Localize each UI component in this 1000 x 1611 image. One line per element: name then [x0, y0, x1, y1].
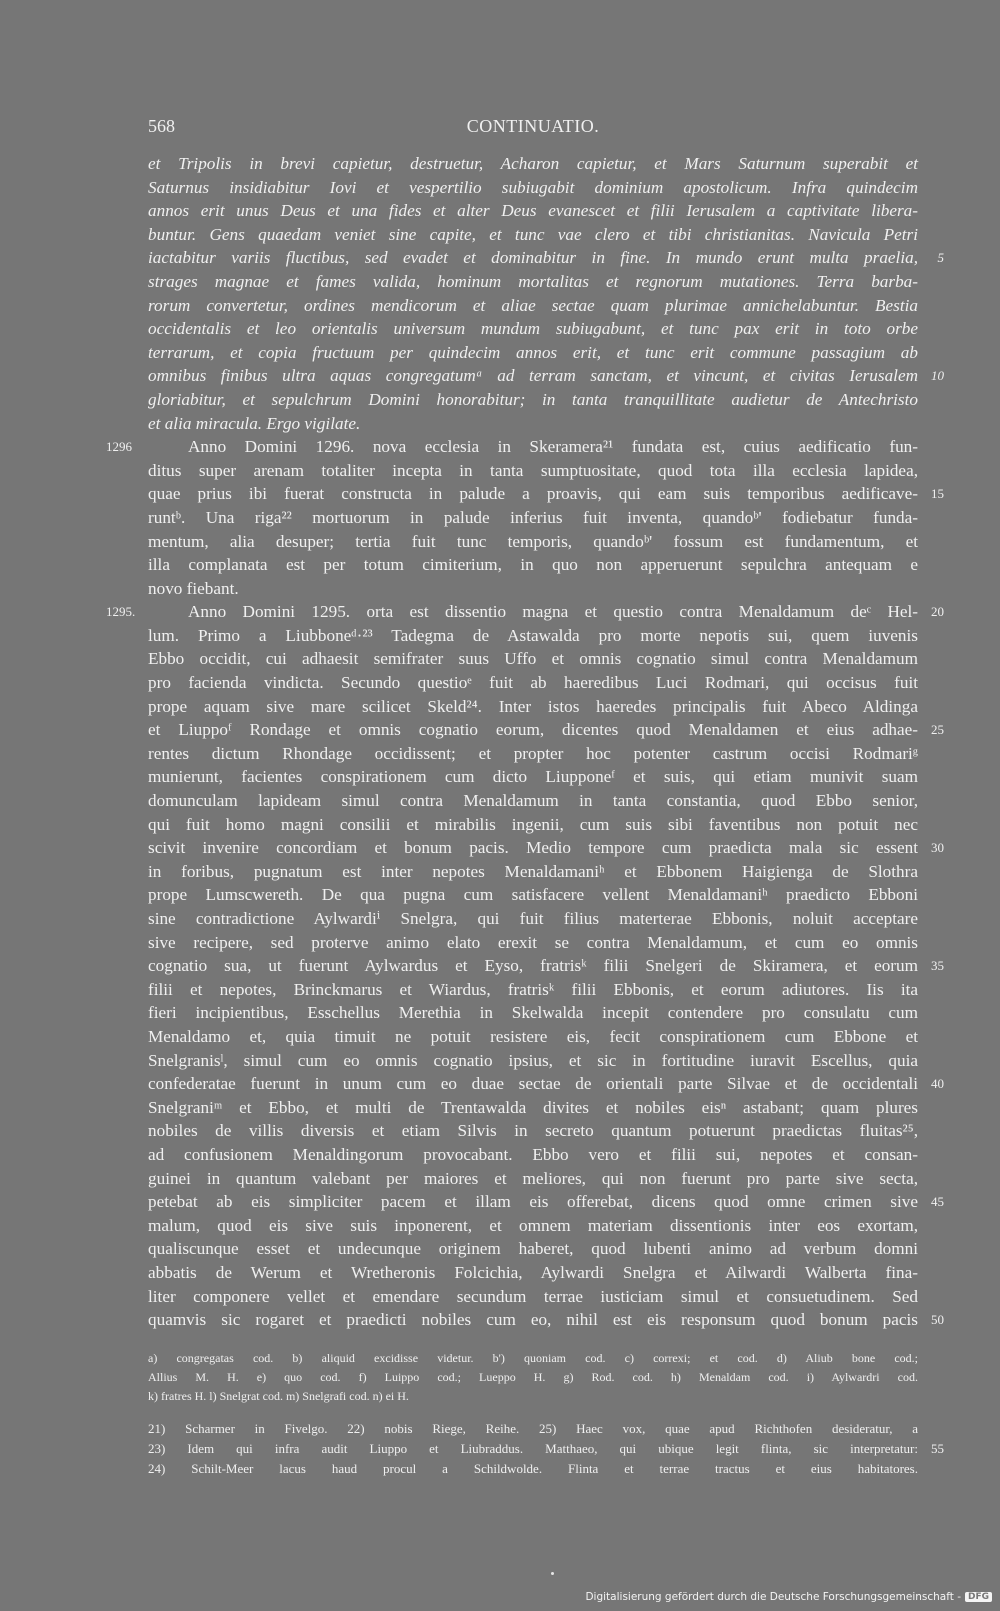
line-text: qualiscunque esset et undecunque originem haberet, quod lubenti animo ad verbum domni [148, 1239, 918, 1259]
page-number: 568 [148, 116, 175, 136]
line-text: ditus super arenam totaliter incepta in tanta sumptuositate, quod tota illa ecclesia lapidea, [148, 460, 918, 480]
line-text: iactabitur variis fluctibus, sed evadet et dominabitur in fine. In mundo erunt multa praelia, [148, 248, 918, 268]
text-line [148, 813, 918, 837]
apparatus-line: a) congregatas cod. b) aliquid excidisse videtur. b') quoniam cod. c) correxi; et cod. d) Aliub bone cod.; [148, 1351, 918, 1365]
margin-year: 1295. [106, 604, 136, 620]
line-number: 5 [937, 250, 944, 266]
text-line [148, 647, 918, 671]
text-line [148, 742, 918, 766]
line-text: novo fiebant. [148, 578, 239, 598]
line-text: gloriabitur, et sepulchrum Domini honorabitur; in tanta tranquillitate audietur de Antechristo [148, 389, 918, 409]
text-line [148, 624, 918, 648]
footnote-line [148, 1419, 918, 1439]
text-line [148, 883, 918, 907]
line-text: occidentalis et leo orientalis universum mundum subiugabunt, et tunc pax erit in toto orbe [148, 319, 918, 339]
line-text: Snelgranisˡ, simul cum eo omnis cognatio ipsius, et sic in fortitudine iuravit Escellus, quia [148, 1050, 918, 1070]
text-line [148, 553, 918, 577]
text-line [148, 388, 918, 412]
text-line [148, 506, 918, 530]
line-text: buntur. Gens quaedam veniet sine capite, et tunc vae clero et tibi christianitas. Navicula Petri [148, 224, 918, 244]
line-number: 50 [931, 1312, 944, 1328]
line-number: 45 [931, 1194, 944, 1210]
line-text: mentum, alia desuper; tertia fuit tunc temporis, quandoᵇ' fossum est fundamentum, et [148, 531, 918, 551]
line-text: malum, quod eis sive suis inponerent, et omnem materiam dissentionis inter eos exortam, [148, 1215, 918, 1235]
line-text: abbatis de Werum et Wretheronis Folcichia, Aylwardi Snelgra et Ailwardi Walberta fina- [148, 1262, 918, 1282]
line-text: quae prius ibi fuerat constructa in palude a proavis, qui eam suis temporibus aedificave- [148, 484, 918, 504]
text-line [148, 695, 918, 719]
footnote-text: 21) Scharmer in Fivelgo. 22) nobis Riege, Reihe. 25) Haec vox, quae apud Richthofen desideratur, a [148, 1421, 918, 1436]
text-line [148, 1285, 918, 1309]
line-text: Anno Domini 1295. orta est dissentio magna et questio contra Menaldamum deᶜ Hel- [188, 602, 918, 622]
line-number: 15 [931, 486, 944, 502]
line-text: nobiles de villis diversis et etiam Silvis in secreto quantum potuerunt praedictas fluitas²⁵, [148, 1121, 918, 1141]
line-text: rentes dictum Rhondage occidissent; et propter hoc potenter castrum occisi Rodmariᵍ [148, 743, 918, 763]
text-line [148, 577, 918, 601]
line-text: Snelgraniᵐ et Ebbo, et multi de Trentawalda divites et nobiles eisⁿ astabant; quam plures [148, 1097, 918, 1117]
line-text: rorum convertetur, ordines mendicorum et aliae sectae quam plurimae annichelabuntur. Bestia [148, 295, 918, 315]
line-text: filii et nepotes, Brinckmarus et Wiardus, fratrisᵏ filii Ebbonis, et eorum adiutores. Iis ita [148, 979, 918, 999]
line-text: Menaldamo et, quia timuit ne potuit resistere eis, fecit conspirationem cum Ebbone et [148, 1026, 918, 1046]
line-text: terrarum, et copia fructuum per quindecim annos erit, et tunc erit commune passagium ab [148, 342, 918, 362]
text-line [148, 789, 918, 813]
line-text: pro facienda vindicta. Secundo questioᵉ fuit ab haeredibus Luci Rodmari, qui occisus fuit [148, 673, 918, 693]
text-line [148, 1308, 944, 1332]
text-line [106, 435, 918, 459]
page-mark [551, 1572, 554, 1575]
line-text: guinei in quantum valebant per maiores et meliores, qui non fuerunt pro parte sive secta, [148, 1168, 918, 1188]
funding-note: Digitalisierung gefördert durch die Deutsche Forschungsgemeinschaft - [585, 1591, 961, 1603]
text-line [148, 270, 918, 294]
text-line [148, 1190, 944, 1214]
line-text: in foribus, pugnatum est inter nepotes Menaldamaniʰ et Ebbonem Haigienga de Slothra [148, 861, 918, 881]
line-text: Saturnus insidiabitur Iovi et vespertilio subiugabit dominium apostolicum. Infra quindecim [148, 177, 918, 197]
text-line [148, 176, 918, 200]
text-line [148, 718, 944, 742]
line-text: Ebbo occidit, cui adhaesit semifrater suus Uffo et omnis cognatio simul contra Menaldamum [148, 649, 918, 669]
text-line [148, 1143, 918, 1167]
text-line [106, 600, 944, 624]
text-line [148, 765, 918, 789]
text-line [148, 1072, 944, 1096]
line-text: Anno Domini 1296. nova ecclesia in Skeramera²¹ fundata est, cuius aedificatio fun- [188, 437, 918, 457]
line-text: prope Lumscwereth. De qua pugna cum satisfacere vellent Menaldamaniʰ praedicto Ebboni [148, 885, 918, 905]
line-text: liter componere vellet et emendare secundum terrae iusticiam simul et consuetudinem. Sed [148, 1286, 918, 1306]
main-text [106, 152, 944, 1332]
text-line [148, 317, 918, 341]
line-text: lum. Primo a Liubboneᵈ·²³ Tadegma de Astawalda pro morte nepotis sui, quem iuvenis [148, 625, 918, 645]
line-text: sine contradictione Aylwardiⁱ Snelgra, qui fuit filius materterae Ebbonis, noluit acceptare [148, 909, 918, 928]
line-number: 20 [931, 604, 944, 620]
text-line [148, 1025, 918, 1049]
text-line [148, 1167, 918, 1191]
text-line [148, 1001, 918, 1025]
text-line [148, 1119, 918, 1143]
text-line [148, 482, 944, 506]
line-text: cognatio sua, ut fuerunt Aylwardus et Eyso, fratrisᵏ filii Snelgeri de Skiramera, et eorum [148, 956, 918, 976]
dfg-logo: DFG [965, 1592, 992, 1602]
text-line [148, 530, 918, 554]
line-text: illa complanata est per totum cimiterium, in quo non apperuerunt sepulchra antequam e [148, 555, 918, 575]
text-line [148, 1214, 918, 1238]
text-line [148, 1237, 918, 1261]
line-number: 10 [931, 368, 944, 384]
text-line [148, 152, 918, 176]
critical-apparatus [148, 1349, 918, 1406]
line-text: petebat ab eis simpliciter pacem et illam eis offerebat, dicens quod omne crimen sive [148, 1192, 918, 1212]
footnote-text: 24) Schilt-Meer lacus haud procul a Schildwolde. Flinta et terrae tractus et eius habitatores. [148, 1461, 918, 1476]
line-text: fieri incipientibus, Esschellus Merethia in Skelwalda incepit contendere pro consulatu cum [148, 1003, 918, 1023]
apparatus-line: k) fratres H. l) Snelgrat cod. m) Snelgrafi cod. n) ei H. [148, 1389, 409, 1403]
text-line [148, 1049, 918, 1073]
text-line [148, 978, 918, 1002]
text-line [148, 294, 918, 318]
line-text: et alia miracula. Ergo vigilate. [148, 413, 361, 433]
footer [585, 1591, 992, 1603]
line-text: prope aquam sive mare scilicet Skeld²⁴. Inter istos haeredes principalis fuit Abeco Aldinga [148, 696, 918, 716]
text-line [148, 1096, 918, 1120]
line-text: omnibus finibus ultra aquas congregatumᵃ ad terram sanctam, et vincunt, et civitas Ierusalem [148, 366, 918, 386]
text-line [148, 836, 944, 860]
footnote-text: 23) Idem qui infra audit Liuppo et Liubraddus. Matthaeo, qui ubique legit flinta, sic interpretatur: [148, 1441, 918, 1456]
line-number: 35 [931, 958, 944, 974]
text-line [148, 364, 944, 388]
margin-year: 1296 [106, 439, 132, 455]
footnotes [148, 1419, 944, 1479]
text-line [148, 931, 918, 955]
footnote-line [148, 1439, 944, 1459]
text-line [148, 954, 944, 978]
line-number: 25 [931, 722, 944, 738]
apparatus-line: Allius M. H. e) quo cod. f) Luippo cod.; Lueppo H. g) Rod. cod. h) Menaldam cod. i) Aylwardri cod. [148, 1370, 918, 1384]
running-title: CONTINUATIO. [466, 116, 600, 136]
line-number: 30 [931, 840, 944, 856]
text-line [148, 246, 944, 270]
text-line [148, 1261, 918, 1285]
line-text: confederatae fuerunt in unum cum eo duae sectae de orientali parte Silvae et de occidentali [148, 1074, 918, 1094]
text-line [148, 199, 918, 223]
line-text: runtᵇ. Una riga²² mortuorum in palude inferius fuit inventa, quandoᵇ' fodiebatur funda- [148, 507, 918, 527]
text-line [148, 412, 918, 436]
line-text: sive recipere, sed proterve animo elato erexit se contra Menaldamum, et cum eo omnis [148, 932, 918, 952]
line-text: scivit invenire concordiam et bonum pacis. Medio tempore cum praedicta mala sic essent [148, 838, 918, 858]
footnote-line [148, 1459, 918, 1479]
line-text: annos erit unus Deus et una fides et alter Deus evanescet et filii Ierusalem a captivitate libera- [148, 201, 918, 221]
line-text: et Tripolis in brevi capietur, destruetur, Acharon capietur, et Mars Saturnum superabit et [148, 154, 918, 173]
line-text: qui fuit homo magni consilii et mirabilis ingenii, cum suis sibi faventibus non potuit nec [148, 814, 918, 834]
text-line [148, 223, 918, 247]
text-line [148, 341, 918, 365]
text-line [148, 459, 918, 483]
line-number: 40 [931, 1076, 944, 1092]
line-text: munierunt, facientes conspirationem cum dicto Liupponeᶠ et suis, qui etiam munivit suam [148, 767, 918, 787]
line-text: quamvis sic rogaret et praedicti nobiles cum eo, nihil est eis responsum quod bonum pacis [148, 1310, 918, 1330]
line-number: 55 [931, 1441, 944, 1456]
line-text: domunculam lapideam simul contra Menaldamum in tanta constantia, quod Ebbo senior, [148, 791, 918, 811]
text-line [148, 671, 918, 695]
line-text: strages magnae et fames valida, hominum mortalitas et regnorum mutationes. Terra barba- [148, 271, 918, 291]
text-line [148, 907, 918, 931]
text-line [148, 860, 918, 884]
line-text: ad confusionem Menaldingorum provocabant. Ebbo vero et filii sui, nepotes et consan- [148, 1144, 918, 1164]
line-text: et Liuppoᶠ Rondage et omnis cognatio eorum, dicentes quod Menaldamen et eius adhae- [148, 720, 918, 740]
page-header [148, 116, 918, 146]
